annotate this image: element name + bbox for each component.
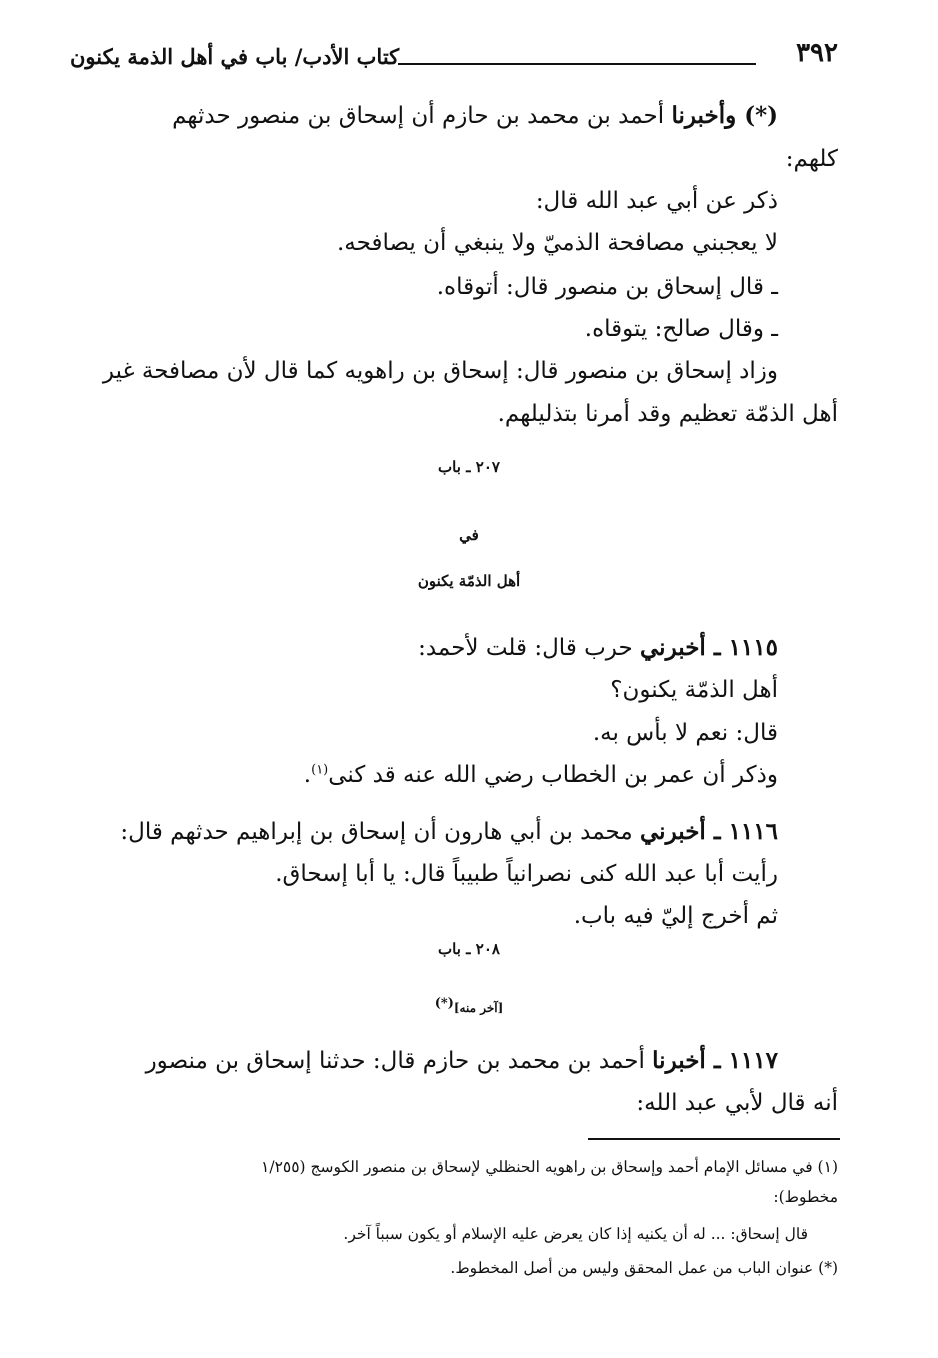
hadith-number: ١١١٥ ـ أخبرني — [640, 634, 778, 661]
chapter-heading-title: أهل الذمّة يكنون — [417, 572, 521, 590]
hadith-line: أهل الذمّة يكنون؟ — [610, 677, 778, 703]
hadith-line: ١١١٧ ـ أخبرنا أحمد بن محمد بن حازم قال: حدثنا إسحاق بن منصور — [145, 1047, 778, 1074]
body-line: (*) وأخبرنا أحمد بن محمد بن حازم أن إسحاق بن منصور حدثهم — [172, 102, 778, 129]
chapter-heading-preposition: في — [459, 526, 479, 544]
footnote-reference: (١) — [311, 762, 329, 778]
hadith-line: ثم أخرج إليّ فيه باب. — [573, 903, 778, 929]
chapter-heading-number: ٢٠٧ ـ باب — [438, 458, 500, 476]
hadith-line: ١١١٦ ـ أخبرني محمد بن أبي هارون أن إسحاق بن إبراهيم حدثهم قال: — [120, 818, 778, 845]
header-rule — [398, 63, 756, 65]
body-line: ـ وقال صالح: يتوقاه. — [584, 316, 778, 342]
footnote-reference: (*) — [434, 996, 454, 1011]
footnote-line: (١) في مسائل الإمام أحمد وإسحاق بن راهويه الحنظلي لإسحاق بن منصور الكوسج (١/٢٥٥ — [261, 1158, 838, 1176]
hadith-line: ١١١٥ ـ أخبرني حرب قال: قلت لأحمد: — [418, 634, 778, 661]
footnote-rule — [588, 1138, 840, 1140]
page-number: ٣٩٢ — [796, 38, 838, 68]
footnote-line: مخطوط): — [773, 1188, 838, 1206]
hadith-line: وذكر أن عمر بن الخطاب رضي الله عنه قد كنى$^{(١)}$. — [303, 762, 778, 788]
hadith-line: أنه قال لأبي عبد الله: — [636, 1090, 838, 1116]
body-line: وزاد إسحاق بن منصور قال: إسحاق بن راهويه كما قال لأن مصافحة غير — [102, 358, 778, 384]
hadith-number: ١١١٦ ـ أخبرني — [640, 818, 778, 845]
footnote-line: (*) عنوان الباب من عمل المحقق وليس من أصل المخطوط. — [450, 1259, 838, 1277]
chapter-heading-title: [آخر منه](*) — [434, 996, 504, 1015]
body-line: ـ قال إسحاق بن منصور قال: أتوقاه. — [436, 274, 778, 300]
body-line: لا يعجبني مصافحة الذميّ ولا ينبغي أن يصافحه. — [337, 230, 778, 256]
body-line: ذكر عن أبي عبد الله قال: — [535, 188, 778, 214]
body-line: أهل الذمّة تعظيم وقد أمرنا بتذليلهم. — [497, 401, 838, 427]
hadith-line: قال: نعم لا بأس به. — [592, 720, 778, 746]
body-line: كلهم: — [785, 146, 838, 172]
narration-marker: (*) وأخبرنا — [671, 102, 778, 129]
footnote-line: قال إسحاق: ... له أن يكنيه إذا كان يعرض عليه الإسلام أو يكون سبباً آخر. — [343, 1225, 808, 1243]
running-title: كتاب الأدب/ باب في أهل الذمة يكنون — [70, 44, 400, 69]
chapter-heading-number: ٢٠٨ ـ باب — [438, 940, 500, 958]
hadith-line: رأيت أبا عبد الله كنى نصرانياً طبيباً قال: يا أبا إسحاق. — [275, 861, 778, 887]
hadith-number: ١١١٧ ـ أخبرنا — [652, 1047, 778, 1074]
